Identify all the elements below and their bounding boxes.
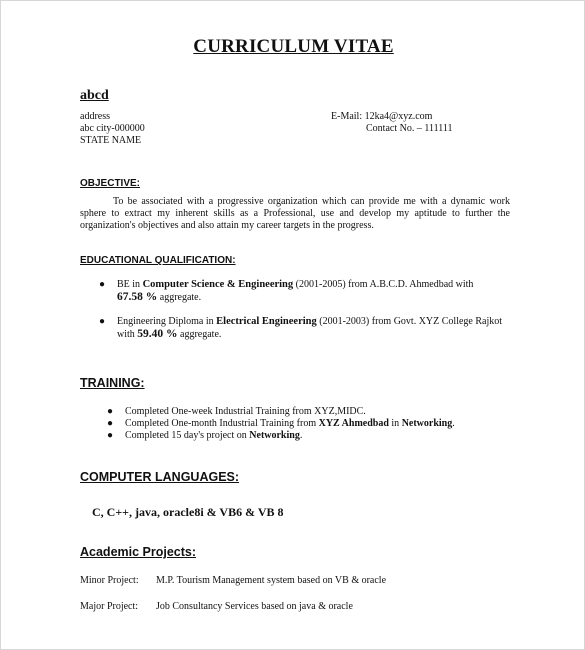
degree-name: Computer Science & Engineering: [142, 279, 294, 290]
major-project-text: Job Consultancy Services based on java & oracle: [156, 601, 353, 612]
education-item: Engineering Diploma in Electrical Engineering (2001-2003) from Govt. XYZ College Rajkot with 59.40 % aggregate.: [117, 316, 503, 340]
minor-project-text: M.P. Tourism Management system based on VB & oracle: [156, 575, 387, 586]
bullet-icon: ●: [107, 430, 114, 441]
email-text: E-Mail: 12ka4@xyz.com: [331, 111, 433, 122]
training-heading: TRAINING:: [80, 376, 145, 390]
education-item: BE in Computer Science & Engineering (2001-2005) from A.B.C.D. Ahmedbad with 67.58 % aggregate.: [117, 279, 474, 303]
major-project-label: Major Project:: [80, 601, 139, 612]
contact-number: Contact No. – 111111: [366, 123, 453, 134]
address-block: [80, 111, 145, 147]
address-line-2: abc city-000000: [80, 123, 145, 134]
aggregate-score: 59.40 %: [137, 328, 178, 340]
address-line-1: address: [80, 111, 110, 122]
bullet-icon: ●: [107, 406, 114, 417]
training-item: Completed One-week Industrial Training from XYZ,MIDC.: [125, 406, 366, 417]
objective-heading: OBJECTIVE:: [80, 178, 141, 189]
address-line-3: STATE NAME: [80, 135, 142, 146]
page-title: CURRICULUM VITAE: [193, 36, 394, 57]
degree-name: Electrical Engineering: [216, 316, 317, 327]
training-item: Completed One-month Industrial Training from XYZ Ahmedbad in Networking.: [125, 418, 455, 429]
languages-heading: COMPUTER LANGUAGES:: [80, 470, 240, 484]
bullet-icon: ●: [99, 279, 106, 290]
training-item: Completed 15 day's project on Networking.: [125, 430, 303, 441]
objective-text: To be associated with a progressive organization which can provide me with a dynamic work sphere to extract my inherent skills as a Professional, use and develop my aptitude to further the organization's objectives and also attain my career targets in the progress.: [80, 196, 510, 231]
bullet-icon: ●: [99, 316, 106, 327]
aggregate-score: 67.58 %: [117, 291, 158, 303]
languages-list: C, C++, java, oracle8i & VB6 & VB 8: [92, 505, 284, 519]
bullet-icon: ●: [107, 418, 114, 429]
candidate-name: abcd: [80, 88, 109, 103]
education-heading: EDUCATIONAL QUALIFICATION:: [80, 255, 236, 266]
minor-project-label: Minor Project:: [80, 575, 139, 586]
projects-heading: Academic Projects:: [80, 545, 197, 559]
